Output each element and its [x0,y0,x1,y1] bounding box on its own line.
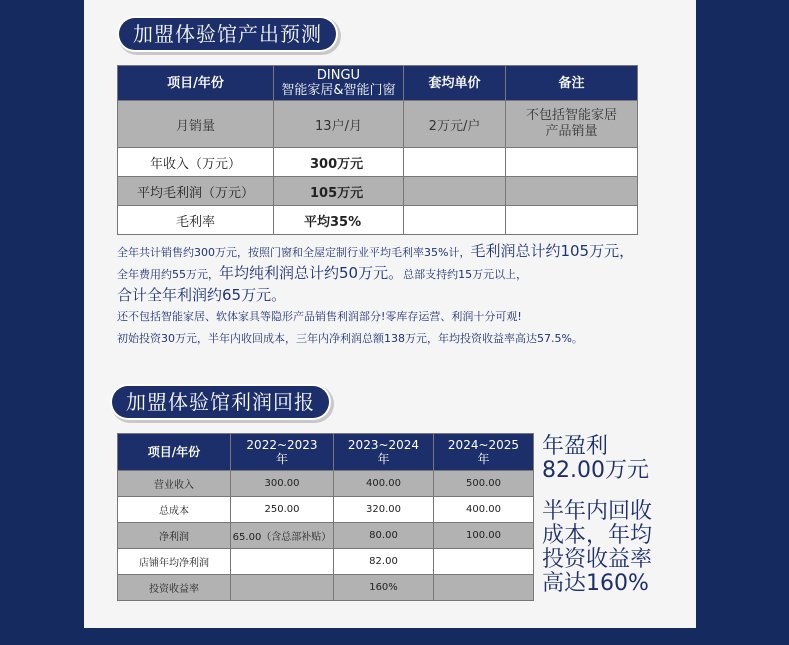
table-cell: 300.00 [231,471,334,497]
summary-text-small: 还不包括智能家居、软体家具等隐形产品销售利润部分!零库存运营、利润十分可观! [117,310,522,323]
table-cell: 13户/月 [274,101,404,148]
summary-text-small: 全年共计销售约300万元，按照门窗和全屋定制行业平均毛利率35%计， [117,246,471,259]
table-row [118,575,534,601]
table-cell [231,575,334,601]
table-row [118,177,638,206]
table-cell: 净利润 [118,523,231,549]
header-cell: 备注 [506,66,638,101]
header-cell: 项目/年份 [118,434,231,471]
table-cell: 年收入（万元） [118,148,274,177]
table-row [118,549,534,575]
table-cell: 平均毛利润（万元） [118,177,274,206]
content-panel [84,0,696,628]
header-cell: 套均单价 [404,66,506,101]
table-cell: 65.00（含总部补贴） [231,523,334,549]
summary-line [117,285,687,305]
table-cell [231,549,334,575]
table-header-row [118,66,638,101]
header-cell: 项目/年份 [118,66,274,101]
table-cell: 店铺年均净利润 [118,549,231,575]
table-row [118,206,638,235]
header-cell: 2022~2023 年 [231,434,334,471]
table-cell [506,177,638,206]
table-cell: 80.00 [334,523,434,549]
table-row [118,497,534,523]
table-row [118,101,638,148]
table-cell: 160% [334,575,434,601]
annual-profit-callout: 年盈利 82.00万元 [542,434,649,483]
table-cell: 2万元/户 [404,101,506,148]
summary-text-small: 初始投资30万元，半年内收回成本，三年内净利润总额138万元，年均投资收益率高达57.5%。 [117,332,583,345]
summary-line [117,263,687,285]
table-cell: 400.00 [434,497,534,523]
table-cell [404,206,506,235]
table-row [118,523,534,549]
header-cell: DINGU 智能家居&智能门窗 [274,66,404,101]
table-cell: 500.00 [434,471,534,497]
table-cell: 320.00 [334,497,434,523]
table-cell [506,148,638,177]
summary-line [117,327,687,349]
table-cell [404,148,506,177]
table-cell: 400.00 [334,471,434,497]
table-cell: 总成本 [118,497,231,523]
table-cell [404,177,506,206]
summary-text-highlight: 年均纯利润总计约50万元。 [219,264,404,282]
table-cell [434,549,534,575]
table-cell: 平均35% [274,206,404,235]
summary-line [117,241,687,263]
table-cell: 100.00 [434,523,534,549]
output-forecast-table [117,65,638,235]
table-cell: 82.00 [334,549,434,575]
summary-line [117,305,687,327]
table-cell: 月销量 [118,101,274,148]
payback-callout: 半年内回收 成本，年均 投资收益率 高达160% [542,499,653,596]
profit-return-table [117,433,534,601]
section-title-profit-return: 加盟体验馆利润回报 [112,386,329,418]
table-cell: 105万元 [274,177,404,206]
header-cell: 2023~2024 年 [334,434,434,471]
table-header-row [118,434,534,471]
table-cell [434,575,534,601]
table-cell: 不包括智能家居 产品销量 [506,101,638,148]
table-cell [506,206,638,235]
table-cell: 营业收入 [118,471,231,497]
summary-text-highlight: 毛利润总计约105万元， [470,242,635,260]
header-cell: 2024~2025 年 [434,434,534,471]
table-cell: 250.00 [231,497,334,523]
table-cell: 投资收益率 [118,575,231,601]
summary-text-small: 全年费用约55万元， [117,268,219,281]
table-cell: 300万元 [274,148,404,177]
table-row [118,148,638,177]
summary-text-small: 总部支持约15万元以上， [403,268,528,281]
table-row [118,471,534,497]
section-title-output-forecast: 加盟体验馆产出预测 [119,18,336,50]
table-cell: 毛利率 [118,206,274,235]
summary-text [117,241,687,349]
summary-text-highlight: 合计全年利润约65万元。 [117,286,287,304]
